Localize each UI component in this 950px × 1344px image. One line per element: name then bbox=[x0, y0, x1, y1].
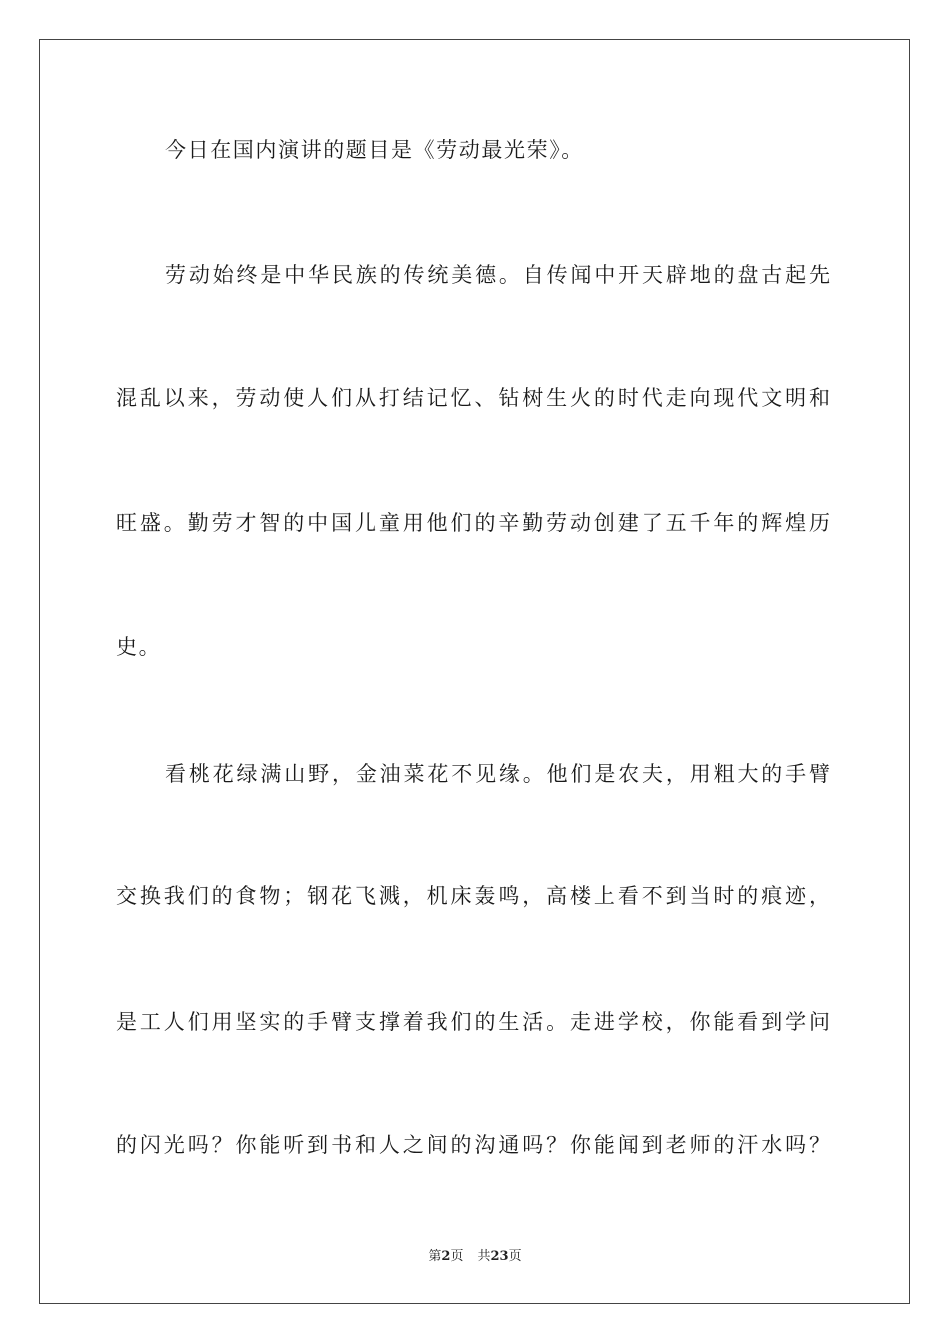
paragraph-3-line-4: 的闪光吗？你能听到书和人之间的沟通吗？你能闻到老师的汗水吗？ bbox=[116, 1133, 830, 1157]
paragraph-1-line-1: 今日在国内演讲的题目是《劳动最光荣》。 bbox=[165, 138, 584, 162]
total-suffix: 页 bbox=[508, 1249, 522, 1264]
total-prefix: 共 bbox=[477, 1249, 491, 1264]
paragraph-3-line-3: 是工人们用坚实的手臂支撑着我们的生活。走进学校，你能看到学问 bbox=[116, 1010, 830, 1034]
paragraph-2-line-3: 旺盛。勤劳才智的中国儿童用他们的辛勤劳动创建了五千年的辉煌历 bbox=[116, 511, 830, 535]
page-number: 2 bbox=[441, 1249, 451, 1264]
page-footer bbox=[0, 1248, 950, 1266]
page-prefix: 第 bbox=[428, 1249, 442, 1264]
total-pages: 23 bbox=[490, 1249, 509, 1264]
paragraph-2-line-4: 史。 bbox=[116, 635, 162, 659]
paragraph-3-line-2: 交换我们的食物；钢花飞溅，机床轰鸣，高楼上看不到当时的痕迹， bbox=[116, 884, 830, 908]
page-frame bbox=[39, 39, 910, 1304]
paragraph-3-line-1: 看桃花绿满山野，金油菜花不见缘。他们是农夫，用粗大的手臂 bbox=[165, 762, 830, 786]
page-suffix: 页 bbox=[450, 1249, 464, 1264]
paragraph-2-line-1: 劳动始终是中华民族的传统美德。自传闻中开天辟地的盘古起先 bbox=[165, 263, 830, 287]
paragraph-2-line-2: 混乱以来，劳动使人们从打结记忆、钻树生火的时代走向现代文明和 bbox=[116, 386, 830, 410]
